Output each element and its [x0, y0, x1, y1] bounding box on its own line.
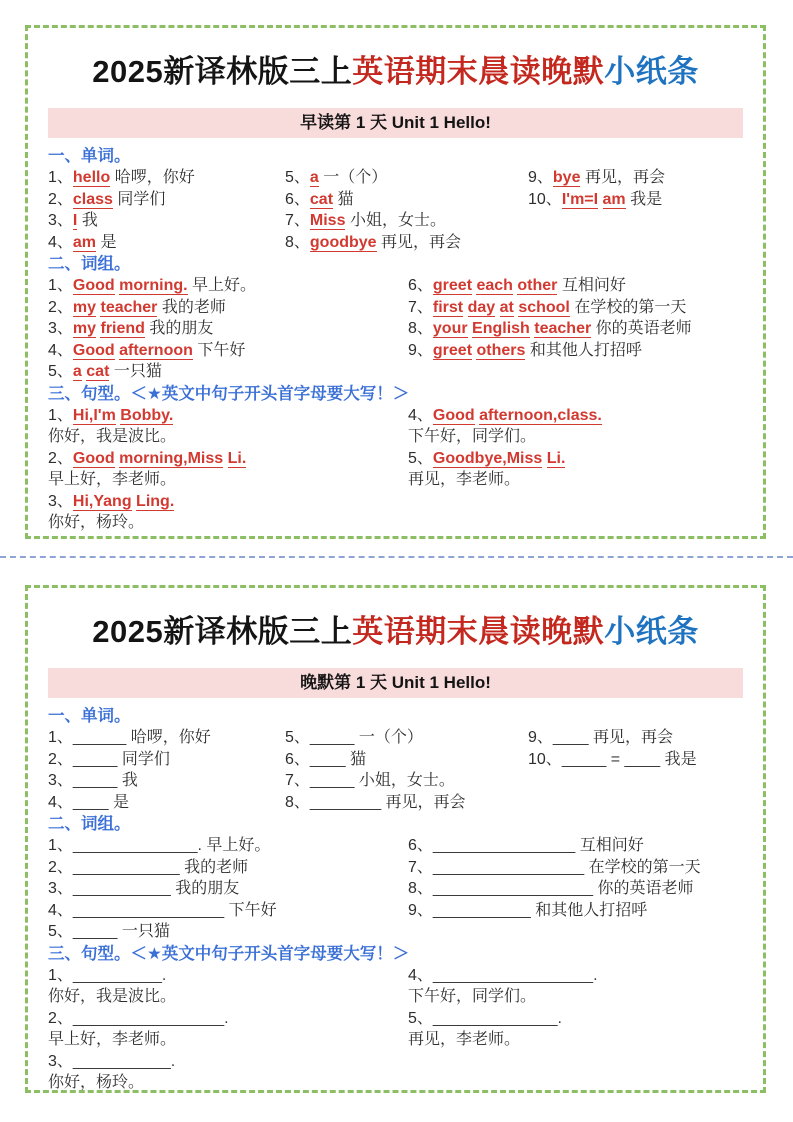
chinese-meaning: 我是: [630, 190, 663, 208]
phrase-item: [408, 900, 743, 922]
chinese-meaning: 猫: [337, 190, 354, 208]
title-part-red: 英语期末晨读晚默: [352, 614, 605, 649]
item-number: 7、: [408, 298, 433, 316]
word-item: [48, 210, 285, 232]
worksheet-card-evening: [25, 585, 766, 1093]
page-title: [48, 48, 743, 96]
chinese-meaning: 下午好: [228, 901, 277, 919]
answer-blank: ___________.: [72, 1052, 176, 1070]
answer-blank: ___________: [72, 880, 171, 897]
english-word: I: [72, 212, 78, 229]
chinese-meaning: 一只猫: [121, 923, 170, 940]
item-number: 5、: [408, 449, 433, 467]
capitalization-note: ＜★英文中句子开头首字母要大写！＞: [130, 944, 410, 963]
sentence-item: [408, 448, 743, 491]
day-banner: 早读第 1 天 Unit 1 Hello!: [48, 108, 743, 138]
title-part-blue: 小纸条: [604, 614, 699, 649]
answer-blank: _____: [72, 750, 118, 768]
section-heading-words: 一、单词。: [48, 707, 131, 725]
sentence-item: [408, 965, 743, 1008]
english-sentence: Hi,I'm Bobby.: [72, 406, 174, 424]
word-item: [48, 167, 285, 189]
answer-blank: ____________: [72, 858, 180, 876]
english-phrase: your English teacher: [432, 320, 592, 337]
item-number: 10、: [528, 750, 562, 768]
sentence-chinese-row: 你好，我是波比。: [48, 988, 177, 1005]
phrase-item: [408, 297, 743, 319]
sentences-section: [48, 405, 743, 534]
phrases-column-1: [48, 275, 408, 383]
english-word: a: [309, 169, 319, 186]
word-item: [285, 210, 528, 232]
phrase-item: [48, 857, 408, 879]
english-phrase: greet others: [432, 341, 526, 359]
phrase-item: [408, 318, 743, 340]
item-number: 7、: [285, 772, 310, 789]
word-item: [48, 189, 285, 211]
english-word: hello: [72, 169, 111, 186]
english-word: I'm=I am: [561, 190, 626, 208]
item-number: 1、: [48, 966, 73, 984]
item-number: 2、: [48, 750, 73, 768]
english-phrase: Good morning.: [72, 277, 188, 294]
chinese-meaning: 再见，再会: [584, 169, 665, 186]
phrase-item: [48, 318, 408, 340]
item-number: 8、: [285, 793, 310, 811]
item-number: 3、: [48, 772, 73, 789]
chinese-meaning: 早上好。: [192, 277, 257, 294]
section-heading-phrases: 二、词组。: [48, 255, 131, 273]
sentence-english-row: [48, 448, 408, 470]
chinese-meaning: 我: [121, 772, 138, 789]
chinese-meaning: 我的老师: [161, 298, 226, 316]
word-item: [48, 749, 285, 771]
phrase-item: [48, 835, 408, 857]
chinese-meaning: 再见，再会: [381, 233, 462, 251]
answer-blank: _____: [72, 923, 118, 940]
item-number: 4、: [48, 793, 73, 811]
answer-blank: ________________: [432, 837, 576, 854]
sentence-chinese-row: 你好，杨玲。: [48, 514, 145, 531]
word-item: [285, 792, 528, 814]
answer-blank: _____: [309, 772, 355, 789]
english-word: cat: [309, 190, 334, 208]
cut-line-divider: [0, 556, 793, 558]
answer-blank: _____ = ____: [561, 750, 661, 768]
sentence-chinese-row: 下午好，同学们。: [408, 988, 537, 1005]
capitalization-note: ＜★英文中句子开头首字母要大写！＞: [130, 384, 410, 403]
chinese-meaning: 小姐，女士。: [349, 212, 446, 229]
sentence-item: [48, 1051, 408, 1094]
worksheet-card-morning: [25, 25, 766, 539]
words-column-2: [285, 727, 528, 813]
item-number: 3、: [48, 212, 73, 229]
answer-blank: __________.: [72, 966, 167, 984]
item-number: 1、: [48, 406, 73, 424]
item-number: 3、: [48, 492, 73, 510]
chinese-meaning: 在学校的第一天: [588, 858, 701, 876]
item-number: 2、: [48, 858, 73, 876]
item-number: 2、: [48, 449, 73, 467]
chinese-meaning: 一（个）: [323, 169, 388, 186]
page-title: [48, 608, 743, 656]
sentence-blank-row: [48, 965, 408, 987]
item-number: 3、: [48, 1052, 73, 1070]
english-word: am: [72, 233, 97, 251]
sentence-english-row: [408, 448, 743, 470]
item-number: 8、: [285, 233, 310, 251]
word-item: [285, 727, 528, 749]
item-number: 3、: [48, 880, 73, 897]
item-number: 9、: [408, 901, 433, 919]
word-item: [285, 770, 528, 792]
chinese-meaning: 再见，再会: [385, 793, 466, 811]
sentences-heading-label: 三、句型。: [48, 384, 131, 403]
english-word: class: [72, 190, 113, 208]
item-number: 4、: [48, 901, 73, 919]
sentence-blank-row: [408, 1008, 743, 1030]
sentence-blank-row: [408, 965, 743, 987]
item-number: 6、: [408, 277, 433, 294]
word-item: [528, 189, 743, 211]
phrase-item: [48, 361, 408, 383]
word-item: [48, 232, 285, 254]
words-column-3: [528, 727, 743, 813]
item-number: 5、: [285, 729, 310, 746]
sentence-chinese-row: 再见，李老师。: [408, 471, 521, 488]
answer-blank: ____: [72, 793, 109, 811]
answer-blank: _________________: [72, 901, 225, 919]
word-item: [48, 770, 285, 792]
sentence-item: [48, 491, 408, 534]
sentence-blank-row: [48, 1051, 408, 1073]
chinese-meaning: 哈啰，你好: [130, 729, 211, 746]
chinese-meaning: 你的英语老师: [595, 320, 692, 337]
chinese-meaning: 在学校的第一天: [574, 298, 687, 316]
chinese-meaning: 早上好。: [206, 837, 271, 854]
title-part-red: 英语期末晨读晚默: [352, 54, 605, 89]
item-number: 7、: [285, 212, 310, 229]
item-number: 8、: [408, 320, 433, 337]
words-section: [48, 727, 743, 813]
item-number: 3、: [48, 320, 73, 337]
phrase-item: [48, 340, 408, 362]
item-number: 1、: [48, 729, 73, 746]
words-column-1: [48, 727, 285, 813]
chinese-meaning: 猫: [349, 750, 366, 768]
item-number: 2、: [48, 190, 73, 208]
chinese-meaning: 下午好: [197, 341, 246, 359]
phrases-column-1: [48, 835, 408, 943]
item-number: 9、: [528, 169, 553, 186]
item-number: 4、: [48, 341, 73, 359]
word-item: [285, 232, 528, 254]
item-number: 5、: [48, 363, 73, 380]
english-sentence: Good afternoon,class.: [432, 406, 602, 424]
item-number: 6、: [285, 190, 310, 208]
title-part-black: 2025新译林版三上: [92, 54, 353, 89]
chinese-meaning: 小姐，女士。: [358, 772, 455, 789]
sentence-english-row: [48, 491, 408, 513]
item-number: 9、: [408, 341, 433, 359]
item-number: 8、: [408, 880, 433, 897]
sentence-item: [48, 1008, 408, 1051]
phrase-item: [48, 878, 408, 900]
chinese-meaning: 再见，再会: [592, 729, 673, 746]
chinese-meaning: 哈啰，你好: [114, 169, 195, 186]
item-number: 4、: [48, 233, 73, 251]
title-part-black: 2025新译林版三上: [92, 614, 353, 649]
item-number: 10、: [528, 190, 562, 208]
title-part-blue: 小纸条: [604, 54, 699, 89]
sentences-section: [48, 965, 743, 1094]
sentence-blank-row: [48, 1008, 408, 1030]
section-heading-words: 一、单词。: [48, 147, 131, 165]
chinese-meaning: 我是: [664, 750, 697, 768]
phrase-item: [408, 857, 743, 879]
phrase-item: [408, 275, 743, 297]
item-number: 4、: [408, 406, 433, 424]
english-phrase: greet each other: [432, 277, 558, 294]
chinese-meaning: 你的英语老师: [597, 880, 694, 897]
answer-blank: ___________: [432, 901, 531, 919]
section-heading-sentences: [48, 383, 743, 405]
phrase-item: [408, 835, 743, 857]
chinese-meaning: 我的朋友: [175, 880, 240, 897]
english-phrase: a cat: [72, 363, 110, 380]
phrases-section: [48, 275, 743, 383]
phrase-item: [48, 921, 408, 943]
english-phrase: first day at school: [432, 298, 570, 316]
chinese-meaning: 我的朋友: [149, 320, 214, 337]
item-number: 9、: [528, 729, 553, 746]
answer-blank: _________________: [432, 858, 585, 876]
answer-blank: _____: [72, 772, 118, 789]
item-number: 5、: [408, 1009, 433, 1027]
sentence-chinese-row: 早上好，李老师。: [48, 1031, 177, 1048]
answer-blank: __________________: [432, 880, 594, 897]
english-sentence: Good morning,Miss Li.: [72, 449, 247, 467]
item-number: 7、: [408, 858, 433, 876]
item-number: 1、: [48, 169, 73, 186]
answer-blank: ______________.: [432, 1009, 562, 1027]
words-column-2: [285, 167, 528, 253]
sentence-english-row: [408, 405, 743, 427]
chinese-meaning: 是: [112, 793, 129, 811]
day-banner: 晚默第 1 天 Unit 1 Hello!: [48, 668, 743, 698]
sentences-column-2: [408, 405, 743, 534]
item-number: 2、: [48, 1009, 73, 1027]
english-word: Miss: [309, 212, 346, 229]
word-item: [285, 189, 528, 211]
sentence-item: [48, 405, 408, 448]
sentences-column-1: [48, 405, 408, 534]
english-phrase: Good afternoon: [72, 341, 193, 359]
item-number: 6、: [408, 837, 433, 854]
item-number: 4、: [408, 966, 433, 984]
english-sentence: Hi,Yang Ling.: [72, 492, 175, 510]
sentence-item: [408, 1008, 743, 1051]
answer-blank: ____: [309, 750, 346, 768]
answer-blank: __________________.: [432, 966, 598, 984]
phrase-item: [408, 340, 743, 362]
item-number: 1、: [48, 837, 73, 854]
phrase-item: [48, 297, 408, 319]
chinese-meaning: 互相问好: [561, 277, 626, 294]
sentence-english-row: [48, 405, 408, 427]
answer-blank: _____: [309, 729, 355, 746]
english-phrase: my teacher: [72, 298, 158, 316]
phrase-item: [48, 275, 408, 297]
sentences-heading-label: 三、句型。: [48, 944, 131, 963]
word-item: [528, 727, 743, 749]
item-number: 5、: [48, 923, 73, 940]
word-item: [528, 167, 743, 189]
english-phrase: my friend: [72, 320, 145, 337]
sentence-item: [48, 448, 408, 491]
phrase-item: [408, 878, 743, 900]
chinese-meaning: 我: [81, 212, 98, 229]
phrase-item: [48, 900, 408, 922]
word-item: [285, 749, 528, 771]
sentence-chinese-row: 再见，李老师。: [408, 1031, 521, 1048]
chinese-meaning: 同学们: [117, 190, 166, 208]
words-column-1: [48, 167, 285, 253]
section-heading-sentences: [48, 943, 743, 965]
chinese-meaning: 和其他人打招呼: [535, 901, 648, 919]
word-item: [48, 792, 285, 814]
item-number: 1、: [48, 277, 73, 294]
english-word: bye: [552, 169, 581, 186]
sentence-chinese-row: 你好，杨玲。: [48, 1074, 145, 1091]
chinese-meaning: 互相问好: [579, 837, 644, 854]
chinese-meaning: 我的老师: [184, 858, 249, 876]
word-item: [285, 167, 528, 189]
sentences-column-2: [408, 965, 743, 1094]
item-number: 6、: [285, 750, 310, 768]
words-section: [48, 167, 743, 253]
item-number: 5、: [285, 169, 310, 186]
sentence-chinese-row: 你好，我是波比。: [48, 428, 177, 445]
answer-blank: _________________.: [72, 1009, 229, 1027]
sentence-item: [48, 965, 408, 1008]
answer-blank: ________: [309, 793, 382, 811]
answer-blank: ______: [72, 729, 127, 746]
chinese-meaning: 一只猫: [113, 363, 162, 380]
word-item: [48, 727, 285, 749]
english-word: goodbye: [309, 233, 377, 251]
english-sentence: Goodbye,Miss Li.: [432, 449, 566, 467]
phrases-column-2: [408, 275, 743, 383]
phrases-section: [48, 835, 743, 943]
sentence-chinese-row: 下午好，同学们。: [408, 428, 537, 445]
chinese-meaning: 同学们: [121, 750, 170, 768]
answer-blank: ______________.: [72, 837, 202, 854]
words-column-3: [528, 167, 743, 253]
chinese-meaning: 一（个）: [358, 729, 423, 746]
word-item: [528, 749, 743, 771]
sentence-item: [408, 405, 743, 448]
answer-blank: ____: [552, 729, 589, 746]
chinese-meaning: 和其他人打招呼: [529, 341, 642, 359]
phrases-column-2: [408, 835, 743, 943]
chinese-meaning: 是: [100, 233, 117, 251]
sentences-column-1: [48, 965, 408, 1094]
sentence-chinese-row: 早上好，李老师。: [48, 471, 177, 488]
section-heading-phrases: 二、词组。: [48, 815, 131, 833]
item-number: 2、: [48, 298, 73, 316]
